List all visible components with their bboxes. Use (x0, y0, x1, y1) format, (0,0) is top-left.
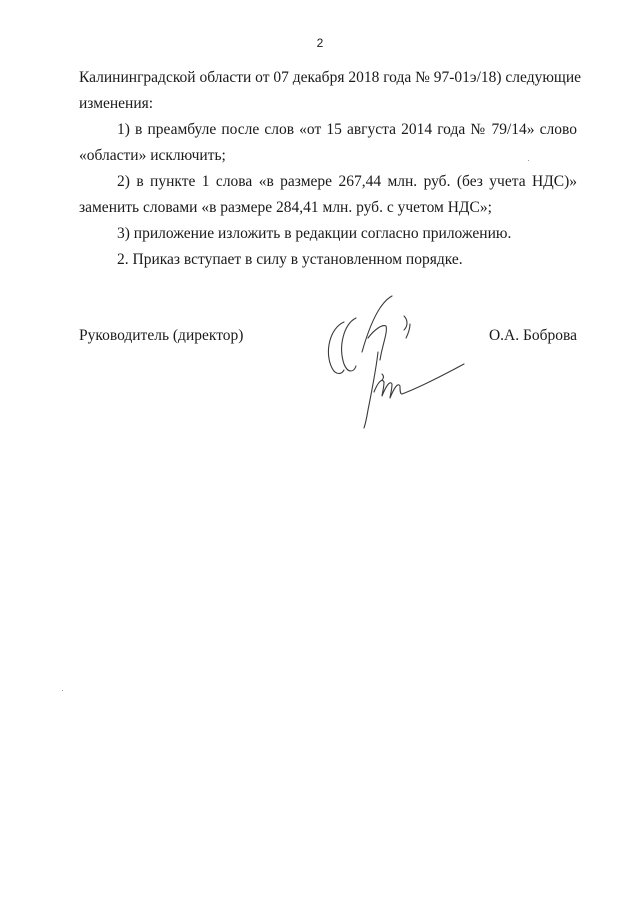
list-item-2-line: заменить словами «в размере 284,41 млн. руб. с учетом НДС»; (79, 199, 492, 216)
scan-speck (62, 690, 63, 691)
list-item-1-line: «области» исключить; (79, 147, 226, 164)
list-item-2-line: 2) в пункте 1 слова «в размере 267,44 млн. руб. (без учета НДС)» (117, 173, 577, 190)
page-number: 2 (316, 36, 324, 50)
paragraph-line: изменения: (79, 95, 154, 112)
signatory-position: Руководитель (директор) (79, 327, 244, 344)
list-item-3: 3) приложение изложить в редакции согласно приложению. (117, 225, 512, 242)
paragraph-line: Калининградской области от 07 декабря 2018 года № 97-01э/18) следующие (79, 69, 582, 86)
clause-2: 2. Приказ вступает в силу в установленном порядке. (117, 251, 463, 268)
handwritten-signature (322, 290, 472, 430)
scan-speck (528, 160, 529, 161)
list-item-1-line: 1) в преамбуле после слов «от 15 августа 2014 года № 79/14» слово (117, 121, 577, 138)
signatory-name: О.А. Боброва (488, 327, 577, 344)
